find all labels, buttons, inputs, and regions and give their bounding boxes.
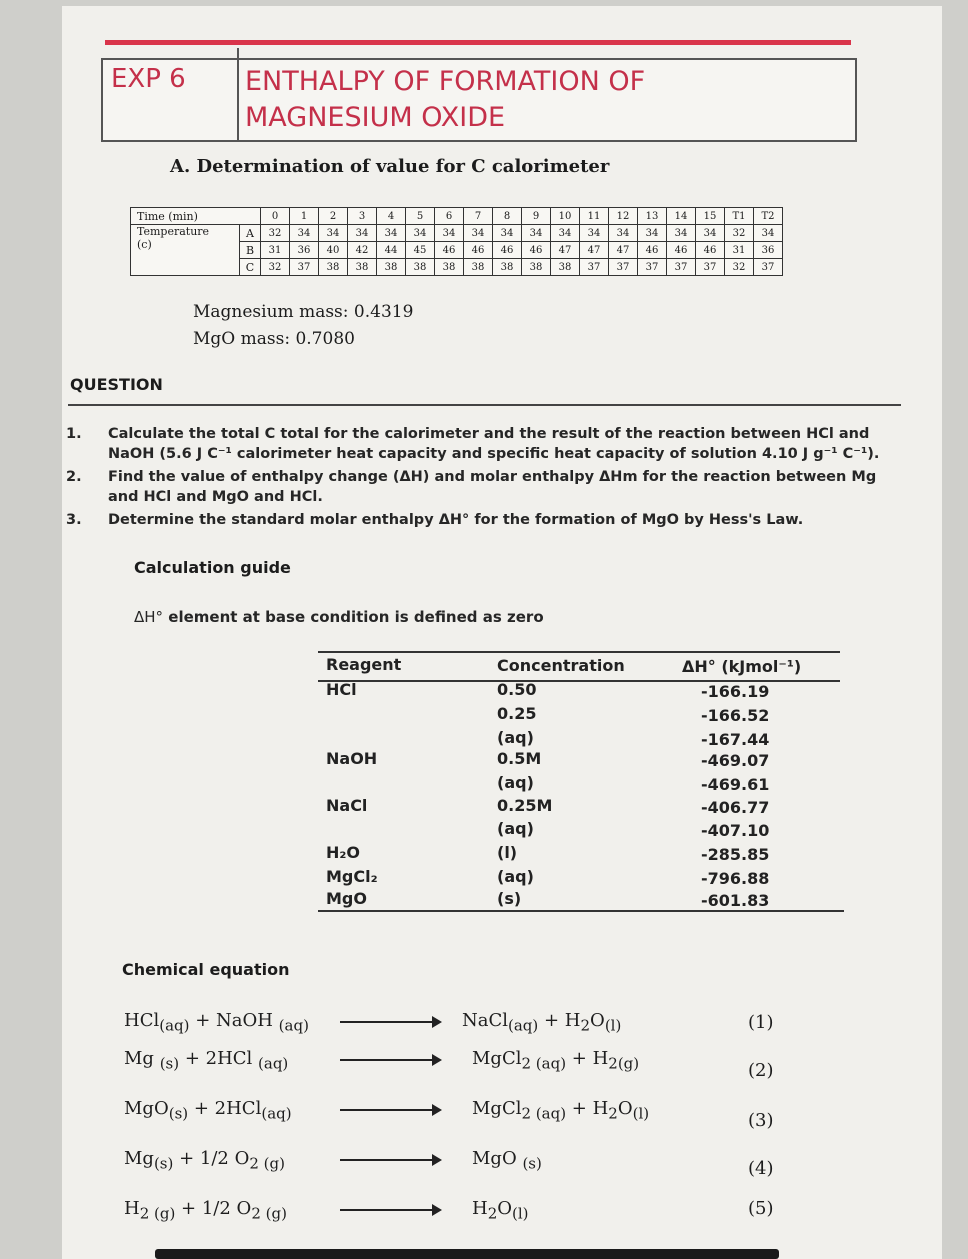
enthalpy-header: ΔH° (kJmol⁻¹) (682, 657, 802, 676)
header-accent-line (105, 40, 851, 45)
reagent-table-bottom-rule (318, 910, 844, 912)
reagent-enthalpy: -166.19 (701, 682, 770, 701)
reagent-enthalpy: -469.61 (701, 775, 770, 794)
reagent-concentration: 0.25 (497, 704, 537, 723)
reaction-arrow (340, 1021, 440, 1023)
equation-subscript: 2 (487, 1204, 498, 1223)
equation-term: + H (566, 1098, 609, 1119)
time-column-header: 13 (638, 208, 667, 225)
equation-term: + 1/2 O (173, 1148, 250, 1169)
temperature-cell: 46 (667, 242, 696, 259)
temperature-cell: 31 (725, 242, 754, 259)
question-text: Find the value of enthalpy change (ΔH) and molar enthalpy ΔHm for the reaction between Mg and HCl and MgO and HCl. (108, 469, 877, 505)
temperature-cell: 38 (493, 259, 522, 276)
temperature-cell: 42 (348, 242, 377, 259)
equation-subscript: 2 (608, 1104, 618, 1123)
time-column-header: T2 (754, 208, 783, 225)
temperature-label-line2: (c) (137, 238, 152, 251)
reaction-arrow (340, 1159, 440, 1161)
title-line-2: MAGNESIUM OXIDE (245, 102, 506, 133)
question-2 (66, 467, 906, 507)
temperature-cell: 46 (435, 242, 464, 259)
time-column-header: 7 (464, 208, 493, 225)
equation-term: H (472, 1198, 488, 1219)
equation-reactants (124, 1098, 292, 1123)
time-column-header: 8 (493, 208, 522, 225)
time-column-header: 5 (406, 208, 435, 225)
temperature-cell: 32 (261, 225, 290, 242)
temperature-cell: 46 (464, 242, 493, 259)
temperature-cell: 47 (580, 242, 609, 259)
temperature-cell: 47 (551, 242, 580, 259)
time-column-header: T1 (725, 208, 754, 225)
temperature-cell: 46 (696, 242, 725, 259)
reagent-concentration: (aq) (497, 867, 534, 886)
equation-subscript: (s) (168, 1104, 189, 1123)
temperature-cell: 36 (754, 242, 783, 259)
question-1 (66, 424, 896, 464)
equation-term: O (590, 1010, 605, 1031)
equation-term: + 1/2 O (175, 1198, 252, 1219)
equation-products (472, 1148, 542, 1173)
temperature-cell: 34 (348, 225, 377, 242)
equation-reactants (124, 1010, 309, 1035)
section-a-title: A. Determination of value for C calorimeter (170, 156, 610, 177)
reagent-enthalpy: -406.77 (701, 798, 770, 817)
equation-subscript: (aq) (508, 1016, 539, 1035)
temperature-label-line1: Temperature (137, 225, 210, 238)
equation-term: MgCl (472, 1048, 522, 1069)
header-divider (237, 48, 239, 140)
title-line-1: ENTHALPY OF FORMATION OF (245, 66, 646, 97)
temperature-cell: 34 (754, 225, 783, 242)
time-column-header: 12 (609, 208, 638, 225)
equation-subscript: 2 (aq) (521, 1104, 567, 1123)
temperature-cell: 34 (580, 225, 609, 242)
equation-subscript: (l) (604, 1016, 622, 1035)
equation-number: (4) (748, 1158, 774, 1179)
temperature-cell: 44 (377, 242, 406, 259)
time-column-header: 11 (580, 208, 609, 225)
temperature-cell: 37 (696, 259, 725, 276)
screen-bottom-bar (155, 1249, 779, 1259)
reagent-concentration: 0.50 (497, 680, 537, 699)
equation-term: O (617, 1098, 633, 1119)
question-divider (68, 404, 901, 406)
equation-term: Mg (124, 1048, 160, 1069)
time-column-header: 10 (551, 208, 580, 225)
temperature-cell: 34 (551, 225, 580, 242)
question-heading: QUESTION (70, 375, 163, 394)
temperature-cell: 37 (754, 259, 783, 276)
temperature-table (130, 207, 783, 276)
reagent-concentration: (aq) (497, 819, 534, 838)
equation-subscript: 2 (g) (249, 1154, 285, 1173)
temperature-cell: 46 (522, 242, 551, 259)
reagent-enthalpy: -167.44 (701, 730, 770, 749)
equation-term: H (124, 1198, 140, 1219)
reagent-name: NaCl (326, 796, 368, 815)
temperature-cell: 32 (725, 259, 754, 276)
equation-products (472, 1198, 529, 1223)
equation-term: + NaOH (189, 1010, 279, 1031)
equation-subscript: 2 (g) (139, 1204, 176, 1223)
temperature-cell: 38 (522, 259, 551, 276)
temperature-cell: 38 (377, 259, 406, 276)
temperature-cell: 34 (377, 225, 406, 242)
temperature-label (131, 225, 240, 276)
equation-term: + H (538, 1010, 581, 1031)
temperature-cell: 46 (493, 242, 522, 259)
equation-term: MgO (472, 1148, 523, 1169)
equation-number: (5) (748, 1198, 774, 1219)
chemical-equation-title: Chemical equation (122, 960, 290, 979)
temperature-cell: 40 (319, 242, 348, 259)
question-3 (66, 510, 906, 530)
experiment-number: EXP 6 (111, 64, 186, 94)
temperature-cell: 37 (609, 259, 638, 276)
concentration-header: Concentration (497, 656, 625, 675)
equation-term: Mg (124, 1148, 154, 1169)
reagent-concentration: (l) (497, 843, 518, 862)
reagent-enthalpy: -285.85 (701, 845, 770, 864)
time-column-header: 6 (435, 208, 464, 225)
temperature-cell: 34 (609, 225, 638, 242)
equation-subscript: (aq) (278, 1016, 309, 1035)
calculation-guide-title: Calculation guide (134, 558, 291, 577)
reagent-enthalpy: -407.10 (701, 821, 770, 840)
temperature-cell: 34 (464, 225, 493, 242)
equation-products (472, 1098, 649, 1123)
reagent-concentration: (s) (497, 889, 522, 908)
temperature-cell: 34 (319, 225, 348, 242)
temperature-cell: 34 (696, 225, 725, 242)
temperature-cell: 34 (290, 225, 319, 242)
equation-term: + 2HCl (179, 1048, 259, 1069)
magnesium-mass: Magnesium mass: 0.4319 (193, 302, 414, 322)
temperature-cell: 37 (667, 259, 696, 276)
equation-term: MgCl (472, 1098, 522, 1119)
equation-number: (2) (748, 1060, 774, 1081)
temperature-cell: 38 (435, 259, 464, 276)
equation-subscript: (l) (632, 1104, 650, 1123)
time-column-header: 9 (522, 208, 551, 225)
temperature-cell: 31 (261, 242, 290, 259)
reagent-name: NaOH (326, 749, 378, 768)
temperature-cell: 45 (406, 242, 435, 259)
time-column-header: 3 (348, 208, 377, 225)
equation-subscript: (s) (159, 1054, 180, 1073)
temperature-cell: 47 (609, 242, 638, 259)
temperature-cell: 34 (406, 225, 435, 242)
equation-products (462, 1010, 621, 1035)
mgo-mass: MgO mass: 0.7080 (193, 329, 355, 349)
equation-reactants (124, 1048, 288, 1073)
equation-term: + H (566, 1048, 609, 1069)
equation-number: (3) (748, 1110, 774, 1131)
temperature-cell: 34 (522, 225, 551, 242)
temperature-cell: 32 (261, 259, 290, 276)
equation-number: (1) (748, 1012, 774, 1033)
delta-h-symbol: ΔH° (134, 608, 164, 626)
equation-subscript: 2 (aq) (521, 1054, 567, 1073)
temperature-cell: 36 (290, 242, 319, 259)
reaction-arrow (340, 1059, 440, 1061)
equation-subscript: (aq) (159, 1016, 190, 1035)
reaction-arrow (340, 1109, 440, 1111)
time-column-header: 14 (667, 208, 696, 225)
temperature-cell: 37 (638, 259, 667, 276)
temperature-cell: 38 (464, 259, 493, 276)
equation-subscript: (aq) (261, 1104, 292, 1123)
reagent-concentration: 0.25M (497, 796, 553, 815)
trial-label: A (240, 225, 261, 242)
question-number: 1. (66, 426, 82, 442)
temperature-cell: 34 (667, 225, 696, 242)
reagent-name: MgO (326, 889, 367, 908)
equation-products (472, 1048, 639, 1073)
reagent-name: H₂O (326, 843, 360, 862)
equation-subscript: 2 (580, 1016, 591, 1035)
equation-subscript: (s) (522, 1154, 542, 1173)
equation-subscript: 2(g) (608, 1054, 640, 1073)
temperature-cell: 46 (638, 242, 667, 259)
time-column-header: 4 (377, 208, 406, 225)
equation-term: MgO (124, 1098, 169, 1119)
reagent-enthalpy: -166.52 (701, 706, 770, 725)
reagent-name: MgCl₂ (326, 867, 378, 886)
base-condition-text: element at base condition is defined as zero (168, 608, 544, 626)
temperature-cell: 38 (551, 259, 580, 276)
question-text: Calculate the total C total for the calorimeter and the result of the reaction between HCl and NaOH (5.6 J C⁻¹ calorimeter heat capacity and specific heat capacity of solution 4.10 J g⁻¹ C⁻¹). (108, 426, 880, 462)
temperature-cell: 34 (493, 225, 522, 242)
equation-subscript: 2 (g) (251, 1204, 287, 1223)
temperature-cell: 34 (435, 225, 464, 242)
time-label: Time (min) (131, 208, 261, 225)
reagent-concentration: (aq) (497, 728, 534, 747)
equation-reactants (124, 1148, 285, 1173)
reagent-table-top-rule (318, 651, 840, 653)
temperature-cell: 38 (348, 259, 377, 276)
temperature-cell: 37 (580, 259, 609, 276)
question-number: 2. (66, 469, 82, 485)
trial-label: B (240, 242, 261, 259)
trial-label: C (240, 259, 261, 276)
question-text: Determine the standard molar enthalpy ΔH° for the formation of MgO by Hess's Law. (108, 512, 804, 528)
equation-term: + 2HCl (188, 1098, 262, 1119)
experiment-header (101, 58, 857, 142)
equation-subscript: (aq) (258, 1054, 289, 1073)
equation-term: NaCl (462, 1010, 509, 1031)
equation-subscript: (l) (512, 1204, 529, 1223)
temperature-cell: 37 (290, 259, 319, 276)
reagent-concentration: 0.5M (497, 749, 542, 768)
question-number: 3. (66, 512, 82, 528)
equation-subscript: (s) (153, 1154, 174, 1173)
reaction-arrow (340, 1209, 440, 1211)
base-condition-note (134, 608, 544, 626)
temperature-cell: 38 (406, 259, 435, 276)
time-column-header: 2 (319, 208, 348, 225)
equation-term: HCl (124, 1010, 160, 1031)
reagent-enthalpy: -796.88 (701, 869, 770, 888)
reagent-enthalpy: -601.83 (701, 891, 770, 910)
temperature-cell: 32 (725, 225, 754, 242)
equation-term: O (497, 1198, 513, 1219)
reagent-name: HCl (326, 680, 357, 699)
time-column-header: 1 (290, 208, 319, 225)
reagent-concentration: (aq) (497, 773, 534, 792)
temperature-cell: 38 (319, 259, 348, 276)
reagent-header: Reagent (326, 655, 402, 674)
temperature-cell: 34 (638, 225, 667, 242)
time-column-header: 0 (261, 208, 290, 225)
time-column-header: 15 (696, 208, 725, 225)
reagent-enthalpy: -469.07 (701, 751, 770, 770)
experiment-title (245, 64, 645, 136)
equation-reactants (124, 1198, 287, 1223)
